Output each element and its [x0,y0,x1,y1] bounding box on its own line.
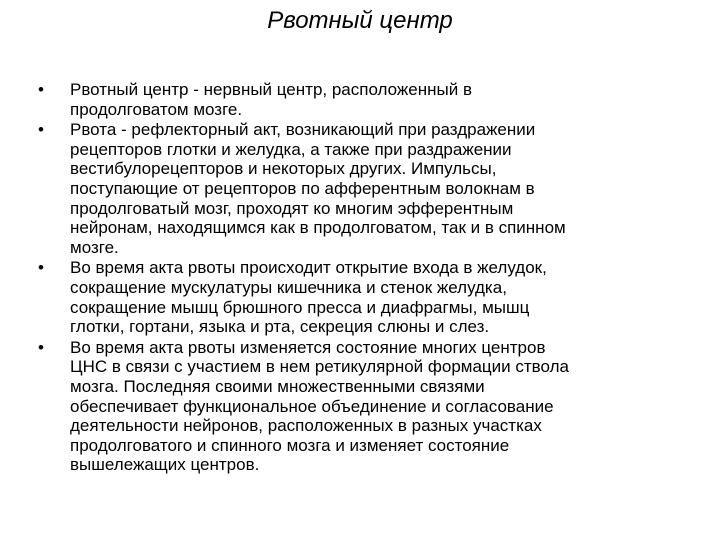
bullet-item [38,258,678,336]
bullet-dot-icon: • [38,80,44,99]
bullet-item [38,120,678,257]
bullet-text: Рвота - рефлекторный акт, возникающий при раздражении рецепторов глотки и желудка, а также при раздражении вестибулорецепторов и некоторых других. Импульсы, поступающие от рецепторов по афферентным волокнам в продолговатый мозг, проходят ко многим эфферентным нейронам, находящимся как в продолговатом, так и в спинном мозге. [70,120,566,257]
bullet-item [38,80,678,119]
bullet-text: Рвотный центр - нервный центр, расположенный в продолговатом мозге. [70,80,472,119]
bullet-text: Во время акта рвоты происходит открытие входа в желудок, сокращение мускулатуры кишечника и стенок желудка, сокращение мышц брюшного пресса и диафрагмы, мышц глотки, гортани, языка и рта, секреция слюны и слез. [70,258,547,337]
bullet-list [38,80,678,476]
bullet-dot-icon: • [38,120,44,140]
bullet-dot-icon: • [38,258,44,278]
bullet-item [38,338,678,475]
bullet-dot-icon: • [38,337,44,357]
bullet-text: Во время акта рвоты изменяется состояние многих центров ЦНС в связи с участием в нем ретикулярной формации ствола мозга. Последняя своими множественными связями обеспечивает функциональное объединение и согласование деятельности нейронов, расположенных в разных участках продолговатого и спинного мозга и изменяет состояние вышележащих центров. [70,337,569,475]
slide-title: Рвотный центр [267,7,453,34]
